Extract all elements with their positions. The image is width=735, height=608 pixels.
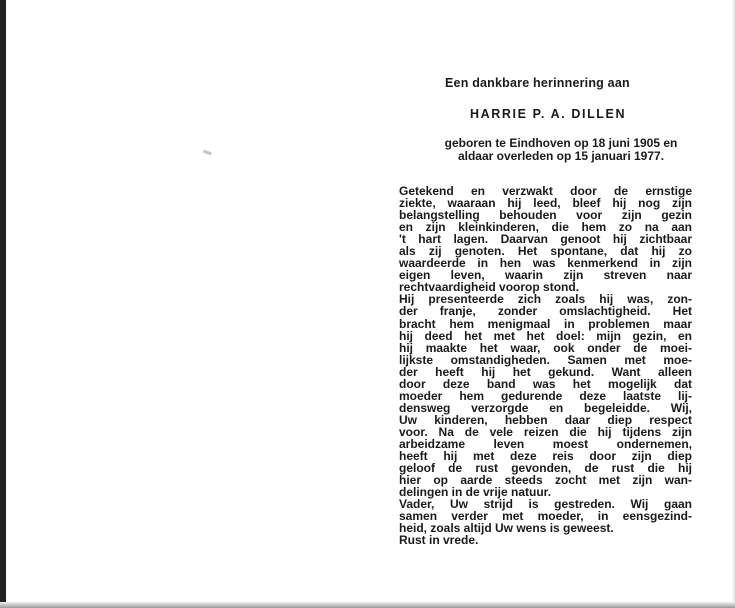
text-line: rechtvaardigheid voorop stond. xyxy=(399,280,580,295)
scan-left-edge xyxy=(0,0,6,608)
text-line: hier op aarde steeds zocht met zijn wan- xyxy=(399,473,692,488)
text-line: moeder hem gedurende deze laatste lij- xyxy=(399,388,692,403)
text-line: der heeft hij het gekund. Want alleen xyxy=(399,364,692,379)
text-line: voor. Na de vele reizen die hij tijdens zijn xyxy=(399,424,692,439)
text-line: der franje, zonder omslachtigheid. Het xyxy=(399,304,692,319)
text-line: bracht hem menigmaal in problemen maar xyxy=(399,316,692,331)
text-line: Rust in vrede. xyxy=(399,533,479,548)
paper-speck xyxy=(203,150,212,156)
text-line: belangstelling behouden voor zijn gezin xyxy=(399,208,692,223)
text-line: Hij presenteerde zich zoals hij was, zon- xyxy=(399,292,692,307)
memorial-text xyxy=(399,185,692,546)
text-line: geloof de rust gevonden, de rust die hij xyxy=(399,461,692,476)
text-line: lijkste omstandigheden. Samen met moe- xyxy=(399,352,692,367)
text-line: en zijn kleinkinderen, die hem zo na aan xyxy=(399,220,692,235)
text-line: ziekte, waaraan hij leed, bleef hij nog zijn xyxy=(399,196,692,211)
life-line: aldaar overleden op 15 januari 1977. xyxy=(457,149,665,163)
text-line: samen verder met moeder, in eensgezind- xyxy=(399,509,692,524)
text-line: heeft hij met deze reis door zijn diep xyxy=(399,449,692,464)
text-line: delingen in de vrije natuur. xyxy=(399,485,552,500)
text-line: hij maakte het waar, ook onder de moei- xyxy=(399,340,692,355)
text-line: eigen leven, waarin zijn streven naar xyxy=(399,268,692,283)
scan-bottom-edge xyxy=(0,602,735,608)
text-line: waardeerde in hen was kenmerkend in zijn xyxy=(399,256,692,271)
intro-text: Een dankbare herinnering aan xyxy=(445,76,630,90)
life-line: geboren te Eindhoven op 18 juni 1905 en xyxy=(444,136,678,150)
deceased-name: HARRIE P. A. DILLEN xyxy=(470,107,627,121)
text-line: heid, zoals altijd Uw wens is geweest. xyxy=(399,521,614,536)
text-line: door deze band was het mogelijk dat xyxy=(399,376,692,391)
text-line: hij deed het met het doel: mijn gezin, en xyxy=(399,328,692,343)
text-line: Getekend en verzwakt door de ernstige xyxy=(399,184,692,198)
text-line: arbeidzame leven moest ondernemen, xyxy=(399,436,692,451)
text-line: 't hart lagen. Daarvan genoot hij zichtbaar xyxy=(399,232,692,247)
text-line: als zij genoten. Het spontane, dat hij zo xyxy=(399,244,692,259)
text-line: densweg verzorgde en begeleidde. Wij, xyxy=(399,400,692,415)
life-dates xyxy=(411,137,711,163)
text-line: Uw kinderen, hebben daar diep respect xyxy=(399,412,692,427)
text-line: Vader, Uw strijd is gestreden. Wij gaan xyxy=(399,497,692,512)
